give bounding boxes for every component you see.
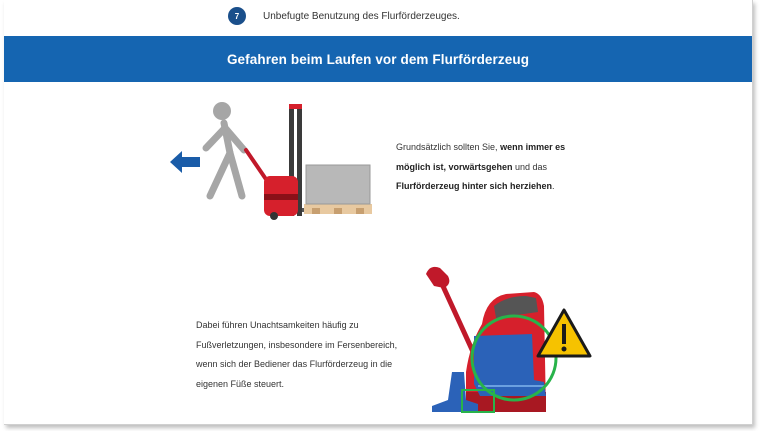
walking-illustration [164,98,384,222]
page-frame [4,0,753,425]
paragraph1-bold1: wenn immer es möglich ist, vorwärtsgehen [396,142,566,172]
person-figure [206,102,244,196]
step-number-badge: 7 [228,7,246,25]
paragraph-walk-forward [396,138,571,197]
paragraph1-part1: Grundsätzlich sollten Sie, [396,142,501,152]
warning-triangle-icon [538,310,590,356]
section-banner [4,36,752,82]
paragraph1-part2: und das [512,161,548,172]
paragraph1-bold2: Flurförderzeug hinter sich herziehen [396,181,553,191]
paragraph1-part3: . [552,181,555,191]
section-title: Gefahren beim Laufen vor dem Flurförderzeug [226,51,530,67]
paragraph-foot-injury: Dabei führen Unachtsamkeiten häufig zu Fußverletzungen, insbesondere im Fersenbereich, wenn sich der Bediener das Flurförderzeug in die eigenen Füße steuert. [196,320,398,389]
step-text: Unbefugte Benutzung des Flurförderzeuges. [263,10,460,22]
step-item [228,6,460,26]
arrow-left-icon [170,151,200,173]
tiller [426,267,474,354]
foot-hazard-illustration [422,262,597,424]
